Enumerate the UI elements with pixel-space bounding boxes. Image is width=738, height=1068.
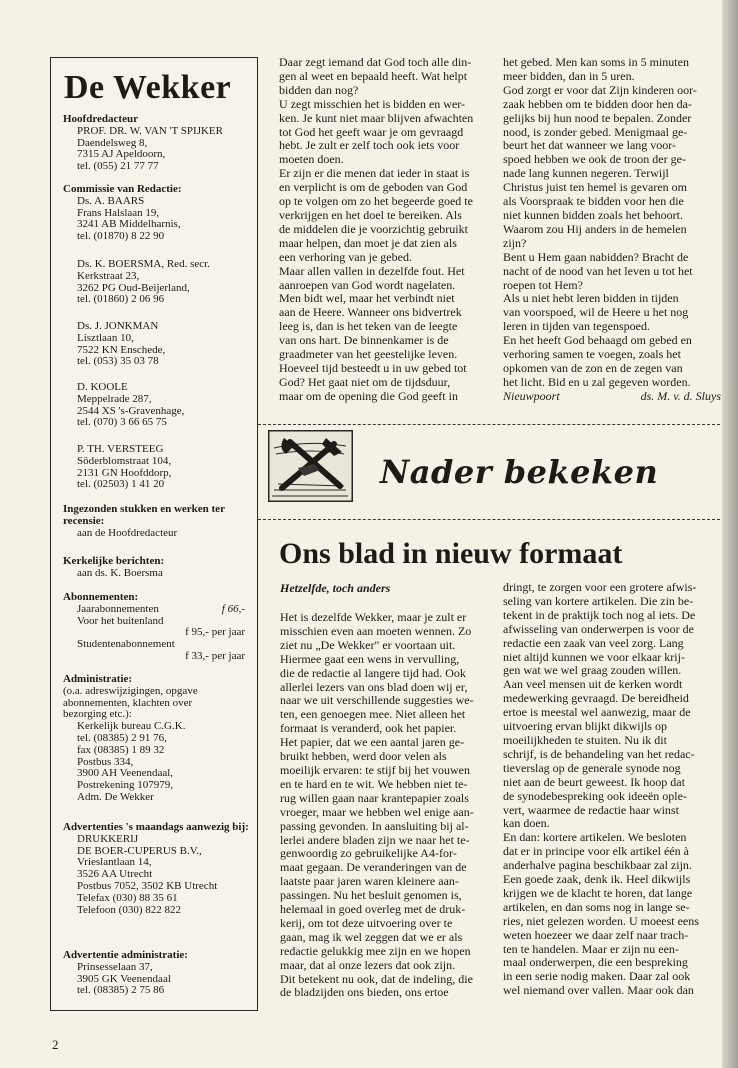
text-line: Meppelrade 287, xyxy=(77,392,152,405)
text-line: Het is dezelfde Wekker, maar je zult er xyxy=(280,611,467,624)
text-line: misschien even aan moeten wennen. Zo xyxy=(280,624,472,638)
text-line: Aan veel mensen uit de kerken wordt xyxy=(503,678,683,692)
text-line: op te volgen om zo het begeerde goed te xyxy=(279,195,473,209)
section-divider-top xyxy=(258,424,720,425)
text-line: anderhalve pagina beschikbaar zal zijn. xyxy=(503,859,692,873)
text-line: dat er in principe voor elk artikel één à xyxy=(503,845,689,859)
buitenland-label: Voor het buitenland xyxy=(77,614,164,627)
text-line: aan de Heere. Wanneer ons bidvertrek xyxy=(279,306,462,320)
text-line: tel. (01860) 2 06 96 xyxy=(77,293,165,306)
member-4 xyxy=(63,382,253,429)
text-line: Daendelsweg 8, xyxy=(77,136,148,149)
text-line: PROF. DR. W. VAN 'T SPIJKER xyxy=(77,124,223,137)
text-line: spoed hebben we ook de troon der ge- xyxy=(503,153,686,167)
text-line: DE BOER-CUPERUS B.V., xyxy=(77,844,202,857)
text-line: passingen. Nu het besluit genomen is, xyxy=(280,889,462,903)
member-2 xyxy=(63,259,253,306)
text-line: En dan: kortere artikelen. We besloten xyxy=(503,831,687,845)
text-line: 2131 GN Hoofddorp, xyxy=(77,466,172,479)
text-line: Kerkelijk bureau C.G.K. xyxy=(77,720,186,733)
text-line: zaak hebben om te bidden door hen da- xyxy=(503,97,692,111)
text-line: tel. (08385) 2 75 86 xyxy=(77,984,165,997)
signature-place: Nieuwpoort xyxy=(503,388,560,403)
section-divider-bottom xyxy=(258,519,720,520)
text-line: het licht. Bid en u zal gegeven worden. xyxy=(503,375,691,389)
text-line: gelijks bij hun nood te bepalen. Zonder xyxy=(503,111,692,125)
text-line: passing gevonden. In aansluiting bij al- xyxy=(280,819,469,833)
text-line: tel. (01870) 8 22 90 xyxy=(77,230,165,243)
text-line: 3262 PG Oud-Beijerland, xyxy=(77,281,190,294)
commissie-heading: Commissie van Redactie: xyxy=(63,183,182,195)
commissie-block xyxy=(63,184,253,243)
text-line: vroeger, maar we hebben wel enige aan- xyxy=(280,805,474,819)
kerkelijke-block xyxy=(63,556,253,580)
continued-column-2-lines xyxy=(503,56,721,390)
member-3 xyxy=(63,321,253,368)
jaar-row xyxy=(63,604,253,616)
text-line: Daar zegt iemand dat God toch alle din- xyxy=(279,56,472,69)
text-line: lerlei andere bladen zijn we naar het te- xyxy=(280,833,470,847)
student-label: Studentenabonnement xyxy=(77,638,175,651)
text-line: de middelen die je voorzichtig gebruikt xyxy=(279,222,468,236)
text-line: 3526 AA Utrecht xyxy=(77,868,153,881)
member-1 xyxy=(63,196,253,243)
text-line: als Voorspraak te bidden voor hen die xyxy=(503,195,684,209)
commissie-member-4 xyxy=(63,382,253,429)
text-line: genwoordig zo gebruikelijke A4-for- xyxy=(280,847,457,861)
text-line: moeten doen. xyxy=(279,153,344,167)
text-line: Adm. De Wekker xyxy=(77,790,154,803)
text-line: Ds. K. BOERSMA, Red. secr. xyxy=(77,258,210,270)
text-line: abonnementen, klachten over xyxy=(63,696,193,709)
administratie-heading: Administratie: xyxy=(63,673,133,685)
text-line: niet altijd kunnen we voor elkaar krij- xyxy=(503,650,685,664)
text-line: Frans Halslaan 19, xyxy=(77,206,160,219)
advertentie-admin-block xyxy=(63,950,253,997)
text-line: krijgen we de klacht te horen, dat lange xyxy=(503,886,693,900)
hoofdredacteur-lines xyxy=(63,126,253,173)
text-line: ten, een genoegen mee. Niet alleen het xyxy=(280,708,466,722)
buitenland-price: f 95,- per jaar xyxy=(185,626,245,639)
text-line: tieverslag op de generale synode nog xyxy=(503,761,681,775)
ingezonden-line: aan de Hoofdredacteur xyxy=(77,526,178,539)
text-line: gen wat we wel graag zouden willen. xyxy=(503,664,682,678)
signature-author: ds. M. v. d. Sluys xyxy=(640,388,721,403)
text-line: bezorging etc.): xyxy=(63,708,132,721)
text-line: uitvoering ervan blijkt dikwijls op xyxy=(503,720,667,734)
text-line: ries, niet gelezen worden. U moeest eens xyxy=(503,914,699,928)
jaar-label: Jaarabonnementen xyxy=(77,602,159,615)
text-line: seling van kortere artikelen. Die zin be- xyxy=(503,594,694,608)
text-line: nood, is zonder gebed. Menigmaal ge- xyxy=(503,125,688,139)
student-price: f 33,- per jaar xyxy=(185,649,245,662)
text-line: Als u niet hebt leren bidden in tijden xyxy=(503,292,679,306)
text-line: Lisztlaan 10, xyxy=(77,331,134,344)
text-line: 3241 AB Middelharnis, xyxy=(77,218,181,231)
text-line: nade lang kunnen negeren. Terwijl xyxy=(503,167,669,181)
text-line: DRUKKERIJ xyxy=(77,832,139,845)
text-line: beurt het dat wanneer we lang voor- xyxy=(503,139,677,153)
text-line: bruikt hebben, werd door velen als xyxy=(280,750,447,764)
commissie-member-3 xyxy=(63,321,253,368)
text-line: Telefoon (030) 822 822 xyxy=(77,903,182,916)
text-line: tot God het geeft waar je om gevraagd xyxy=(279,125,464,139)
text-line: 3900 AH Veenendaal, xyxy=(77,767,174,780)
ingezonden-block xyxy=(63,504,253,539)
text-line: hebt. Je zult er zelf toch ook iets voor xyxy=(279,139,460,153)
text-line: Hiermee gaat een wens in vervulling, xyxy=(280,652,460,666)
text-line: Er zijn er die menen dat ieder in staat is xyxy=(279,167,470,181)
text-line: tel. (02503) 1 41 20 xyxy=(77,478,165,491)
text-line: P. TH. VERSTEEG xyxy=(77,443,164,455)
text-line: Prinsesselaan 37, xyxy=(77,960,153,973)
text-line: verhoring samen te voegen, zoals het xyxy=(503,348,681,362)
text-line: redactie gelukkig mee zijn en we hopen xyxy=(280,944,471,958)
article-title: Ons blad in nieuw formaat xyxy=(279,537,623,570)
text-line: formaat is veranderd, ook het papier. xyxy=(280,722,457,736)
text-line: Hoeveel tijd besteedt u in uw gebed tot xyxy=(279,361,467,375)
text-line: leren in tijden van tegenspoed. xyxy=(503,320,650,334)
text-line: 2544 XS 's-Gravenhage, xyxy=(77,404,185,417)
article-column-2 xyxy=(503,581,721,998)
text-line: kan doen. xyxy=(503,817,550,831)
text-line: 3905 GK Veenendaal xyxy=(77,972,171,985)
text-line: Ds. J. JONKMAN xyxy=(77,320,159,332)
text-line: rug willen gaan naar krantepapier zoals xyxy=(280,791,469,805)
text-line: gen al weet en bepaald heeft. Wat helpt xyxy=(279,69,468,83)
text-line: afwisseling van onderwerpen is voor de xyxy=(503,622,694,636)
text-line: Postrekening 107979, xyxy=(77,779,173,792)
text-line: tel. (053) 35 03 78 xyxy=(77,355,159,368)
text-line: 7522 KN Enschede, xyxy=(77,343,166,356)
section-title: Nader bekeken xyxy=(380,453,659,491)
text-line: redactie een zaak van veel zorg. Lang xyxy=(503,636,684,650)
signature-line xyxy=(503,390,721,404)
advertentie-admin-lines xyxy=(63,962,253,997)
ingezonden-heading: Ingezonden stukken en werken ter recensie: xyxy=(63,503,225,527)
text-line: Dit betekent nu ook, dat de indeling, die xyxy=(280,972,473,986)
text-line: en te hard en te wit. We hebben niet te- xyxy=(280,777,468,791)
text-line: medewerking gevraagd. De bereidheid xyxy=(503,692,689,706)
hoofdredacteur-heading: Hoofdredacteur xyxy=(63,113,138,125)
text-line: zijn? xyxy=(503,236,527,250)
text-line: ten te handelen. Maar er zijn nu een- xyxy=(503,942,679,956)
text-line: maar helpen, dan moet je dat zien als xyxy=(279,236,457,250)
article-subtitle: Hetzelfde, toch anders xyxy=(280,581,391,595)
text-line: nacht of de nood van het leven u tot het xyxy=(503,264,693,278)
administratie-note xyxy=(63,686,253,721)
text-line: van ons hart. De binnenkamer is de xyxy=(279,334,449,348)
abonnementen-block xyxy=(63,592,253,663)
text-line: God? Het gaat niet om de tijdsduur, xyxy=(279,375,451,389)
page-edge-shadow xyxy=(722,0,738,1068)
text-line: helemaal in goed overleg met de druk- xyxy=(280,903,466,917)
text-line: Waarom zou Hij anders in de hemelen xyxy=(503,222,687,236)
article-column-1 xyxy=(280,611,498,1000)
continued-column-2 xyxy=(503,56,721,404)
text-line: tel. (055) 21 77 77 xyxy=(77,160,159,173)
text-line: de synodebespreking ook ideeën ople- xyxy=(503,789,687,803)
text-line: opkomen van de zon en de zegen van xyxy=(503,361,683,375)
text-line: bidden dan nog? xyxy=(279,83,359,97)
advertenties-heading: Advertenties 's maandags aanwezig bij: xyxy=(63,821,249,833)
text-line: allerlei lezers van ons blad doen wij er, xyxy=(280,680,468,694)
text-line: van voorspoed, wil de Heere u het nog xyxy=(503,306,689,320)
text-line: leeg is, dan is het teken van de leegte xyxy=(279,320,458,334)
text-line: niet aan de beurt geweest. Ik hoop dat xyxy=(503,775,685,789)
text-line: D. KOOLE xyxy=(77,381,128,393)
text-line: vert, waarmee de redactie haar winst xyxy=(503,803,679,817)
text-line: wel niemand over vallen. Maar ook dan xyxy=(503,984,694,998)
text-line: Een goede zaak, denk ik. Heel dikwijls xyxy=(503,873,691,887)
text-line: graadmeter van het geestelijke leven. xyxy=(279,348,458,362)
text-line: roepen tot Hem? xyxy=(503,278,583,292)
advertenties-block xyxy=(63,822,253,916)
text-line: die de redactie al langere tijd had. Ook xyxy=(280,666,466,680)
text-line: aanroepen van God wordt nagelaten. xyxy=(279,278,456,292)
text-line: moeilijkheden te stuiten. Nu ik dit xyxy=(503,733,667,747)
text-line: maar, dat al onze lezers dat ook zijn. xyxy=(280,958,456,972)
text-line: kerij, om tot deze uitvoering over te xyxy=(280,916,453,930)
text-line: ertoe is meestal wel aanwezig, maar de xyxy=(503,706,691,720)
abonnementen-heading: Abonnementen: xyxy=(63,591,139,603)
hoofdredacteur-block xyxy=(63,114,253,173)
text-line: laatste paar jaren waren kleinere aan- xyxy=(280,875,459,889)
page-number: 2 xyxy=(52,1037,59,1052)
text-line: schrijf, is de behandeling van het redac- xyxy=(503,747,695,761)
text-line: Vrieslantlaan 14, xyxy=(77,856,152,869)
text-line: Postbus 334, xyxy=(77,755,134,768)
administratie-block xyxy=(63,674,253,804)
text-line: Telefax (030) 88 35 61 xyxy=(77,891,178,904)
administratie-lines xyxy=(63,721,253,804)
jaar-price: f 66,- xyxy=(221,602,245,615)
commissie-member-2 xyxy=(63,259,253,306)
text-line: en verplicht is om de geboden van God xyxy=(279,181,468,195)
text-line: Het papier, dat we een aantal jaren ge- xyxy=(280,736,465,750)
text-line: artikelen, en dan soms nog in lange se- xyxy=(503,900,690,914)
text-line: Söderblomstraat 104, xyxy=(77,454,172,467)
commissie-member-5 xyxy=(63,444,253,491)
text-line: Bent u Hem gaan nabidden? Bracht de xyxy=(503,250,689,264)
text-line: de bladzijden ons bieden, ons ertoe xyxy=(280,986,449,1000)
text-line: Men bidt wel, maar het verbindt niet xyxy=(279,292,455,306)
text-line: tekent in de praktijk toch nog al iets. De xyxy=(503,608,696,622)
text-line: het gebed. Men kan soms in 5 minuten xyxy=(503,56,689,69)
text-line: een verhoring van je gebed. xyxy=(279,250,412,264)
text-line: moeilijk ervaren: te stijf bij het vouwen xyxy=(280,763,470,777)
masthead-title: De Wekker xyxy=(64,69,232,106)
member-5 xyxy=(63,444,253,491)
advertenties-lines xyxy=(63,834,253,917)
text-line: Maar allen vallen in dezelfde fout. Het xyxy=(279,264,465,278)
text-line: dringt, te zorgen voor een grotere afwis- xyxy=(503,581,697,594)
text-line: tel. (070) 3 66 65 75 xyxy=(77,416,167,429)
text-line: maat gegaan. De veranderingen van de xyxy=(280,861,467,875)
text-line: Postbus 7052, 3502 KB Utrecht xyxy=(77,879,218,892)
kerkelijke-heading: Kerkelijke berichten: xyxy=(63,555,165,567)
text-line: fax (08385) 1 89 32 xyxy=(77,743,165,756)
text-line: Kerkstraat 23, xyxy=(77,269,140,282)
text-line: ken. Je kunt niet maar blijven afwachten xyxy=(279,111,474,125)
text-line: God zorgt er voor dat Zijn kinderen oor- xyxy=(503,83,697,97)
text-line: niet kunnen bidden zoals het behoort. xyxy=(503,208,683,222)
text-line: 7315 AJ Apeldoorn, xyxy=(77,148,166,161)
text-line: in een serie nodig maken. Daar zal ook xyxy=(503,970,691,984)
continued-column-1 xyxy=(279,56,497,404)
text-line: maar om de opening die God geeft in xyxy=(279,389,458,403)
text-line: meer bidden, dan in 5 uren. xyxy=(503,69,635,83)
text-line: gaan, mag ik wel zeggen dat we er als xyxy=(280,930,463,944)
text-line: Christus juist ten hemel is gevaren om xyxy=(503,181,687,195)
text-line: verkrijgen en het doel te bereiken. Als xyxy=(279,208,462,222)
text-line: (o.a. adreswijzigingen, opgave xyxy=(63,684,198,697)
text-line: tel. (08385) 2 91 76, xyxy=(77,731,167,744)
text-line: Ds. A. BAARS xyxy=(77,194,145,207)
crossed-tools-illustration xyxy=(268,430,353,502)
text-line: maal onderwerpen, die een bespreking xyxy=(503,956,688,970)
advertentie-admin-heading: Advertentie administratie: xyxy=(63,949,188,961)
text-line: weten hoezeer we daar zelf naar trach- xyxy=(503,928,689,942)
text-line: U zegt misschien het is bidden en wer- xyxy=(279,97,466,111)
text-line: naar we uit verschillende suggesties we- xyxy=(280,694,474,708)
text-line: ziet nu „De Wekker" er voortaan uit. xyxy=(280,638,456,652)
kerkelijke-line: aan ds. K. Boersma xyxy=(77,566,163,579)
text-line: En het heeft God behaagd om gebed en xyxy=(503,334,692,348)
